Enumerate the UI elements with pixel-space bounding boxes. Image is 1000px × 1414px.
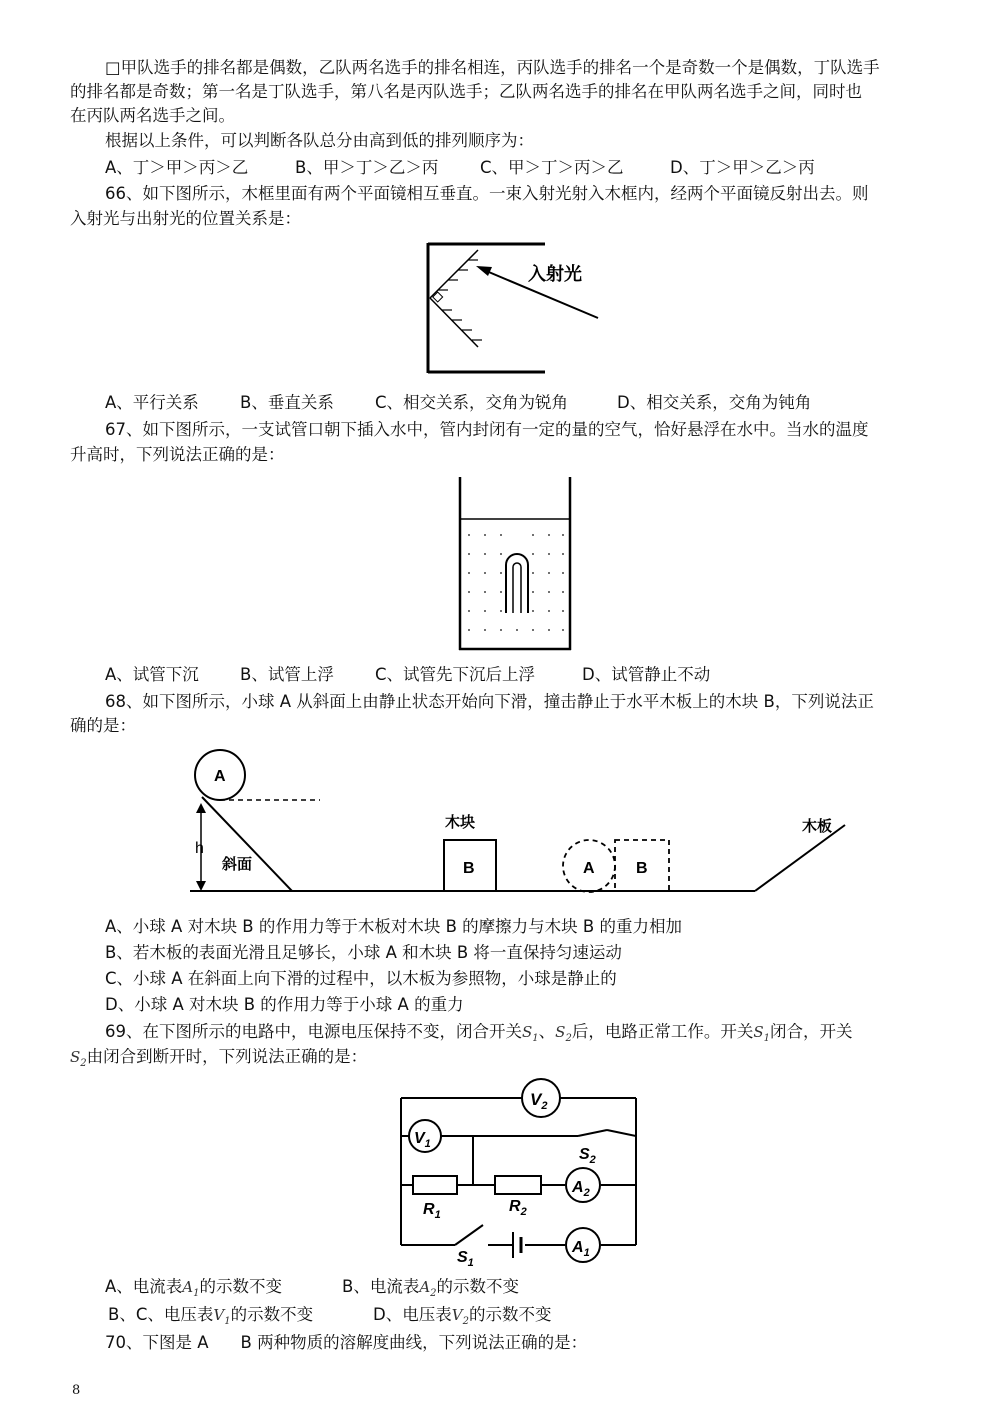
q70-line: 70、下图是 A B 两种物质的溶解度曲线，下列说法正确的是： — [105, 1333, 588, 1352]
q69-option-c: B、C、电压表$V_1$的示数不变 — [108, 1305, 314, 1327]
q67-line-1: 67、如下图所示，一支试管口朝下插入水中，管内封闭有一定的量的空气，恰好悬浮在水中。当水的温度 — [105, 420, 869, 439]
q66-option-b: B、垂直关系 — [240, 393, 334, 412]
slope-figure — [180, 745, 860, 900]
switch-s1-symbol: $S_1$ — [522, 1023, 539, 1044]
voltmeter-v1-symbol: $V_1$ — [213, 1306, 231, 1327]
switch-s2-symbol: $S_2$ — [555, 1023, 572, 1044]
q66-option-a: A、平行关系 — [105, 393, 199, 412]
r1-label: $R_1$ — [423, 1201, 441, 1221]
switch-s1-symbol-2: $S_1$ — [753, 1023, 770, 1044]
height-label: h — [195, 840, 204, 857]
q67-line-2: 升高时，下列说法正确的是： — [70, 445, 285, 464]
intro-line-4: 根据以上条件，可以判断各队总分由高到低的排列顺序为： — [105, 131, 534, 150]
q65-option-c: C、甲＞丁＞丙＞乙 — [480, 158, 624, 177]
q69-option-d: D、电压表$V_2$的示数不变 — [373, 1305, 552, 1327]
q67-option-a: A、试管下沉 — [105, 665, 199, 684]
q66-line-2: 入射光与出射光的位置关系是： — [70, 209, 301, 228]
incident-light-label: 入射光 — [528, 264, 582, 284]
q65-option-a: A、丁＞甲＞丙＞乙 — [105, 158, 249, 177]
ammeter-a2-symbol: $A_2$ — [419, 1278, 437, 1299]
ammeter-a1-symbol: $A_1$ — [182, 1278, 200, 1299]
q68-option-c: C、小球 A 在斜面上向下滑的过程中，以木板为参照物，小球是静止的 — [105, 969, 617, 988]
v2-label: $V_2$ — [530, 1090, 548, 1112]
q66-line-1: 66、如下图所示，木框里面有两个平面镜相互垂直。一束入射光射入木框内，经两个平面镜反射出去。则 — [105, 184, 869, 203]
q68-option-d: D、小球 A 对木块 B 的作用力等于小球 A 的重力 — [105, 995, 464, 1014]
page-number: 8 — [72, 1383, 81, 1398]
q69-option-a: A、电流表$A_1$的示数不变 — [105, 1277, 283, 1299]
q69-option-b: B、电流表$A_2$的示数不变 — [342, 1277, 520, 1299]
q66-option-c: C、相交关系，交角为锐角 — [375, 393, 569, 412]
a1-label: $A_1$ — [572, 1239, 590, 1259]
slope-label: 斜面 — [222, 856, 253, 873]
switch-s2-symbol-2: $S_2$ — [70, 1048, 87, 1069]
a2-label: $A_2$ — [572, 1179, 590, 1199]
r2-label: $R_2$ — [509, 1198, 527, 1218]
q68-option-a: A、小球 A 对木块 B 的作用力等于木板对木块 B 的摩擦力与木块 B 的重力相加 — [105, 917, 682, 936]
q67-option-c: C、试管先下沉后上浮 — [375, 665, 536, 684]
voltmeter-v2-symbol: $V_2$ — [451, 1306, 469, 1327]
block-b-dashed-label: B — [636, 860, 648, 877]
s2-label: $S_2$ — [579, 1146, 596, 1166]
q67-option-d: D、试管静止不动 — [582, 665, 711, 684]
v1-label: $V_1$ — [414, 1130, 431, 1150]
ball-a-label: A — [214, 768, 226, 785]
q66-option-d: D、相交关系，交角为钝角 — [617, 393, 812, 412]
q68-option-b: B、若木板的表面光滑且足够长，小球 A 和木块 B 将一直保持匀速运动 — [105, 943, 622, 962]
q69-line-2: $S_2$由闭合到断开时，下列说法正确的是： — [70, 1047, 368, 1069]
q65-option-d: D、丁＞甲＞乙＞丙 — [670, 158, 815, 177]
block-label: 木块 — [445, 814, 476, 831]
intro-line-2: 的排名都是奇数；第一名是丁队选手，第八名是丙队选手；乙队两名选手的排名在甲队两名选手之间，同时也 — [70, 82, 862, 101]
block-b-label: B — [463, 860, 475, 877]
s1-label: $S_1$ — [457, 1249, 474, 1269]
board-label: 木板 — [802, 818, 833, 835]
q68-line-2: 确的是： — [70, 716, 136, 735]
q65-option-b: B、甲＞丁＞乙＞丙 — [295, 158, 439, 177]
mirror-figure — [420, 240, 610, 380]
ball-a-dashed-label: A — [583, 860, 595, 877]
q69-line-1: 69、在下图所示的电路中，电源电压保持不变，闭合开关$S_1$、$S_2$后，电路正常工作。开关$S_1$闭合，开关 — [105, 1022, 853, 1044]
q68-line-1: 68、如下图所示，小球 A 从斜面上由静止状态开始向下滑，撞击静止于水平木板上的木块 B，下列说法正 — [105, 692, 874, 711]
test-tube-figure — [455, 477, 580, 655]
intro-line-1: □甲队选手的排名都是偶数，乙队两名选手的排名相连，丙队选手的排名一个是奇数一个是偶数，丁队选手 — [105, 58, 880, 77]
q67-option-b: B、试管上浮 — [240, 665, 334, 684]
intro-line-3: 在丙队两名选手之间。 — [70, 106, 235, 125]
circuit-figure — [395, 1077, 640, 1272]
